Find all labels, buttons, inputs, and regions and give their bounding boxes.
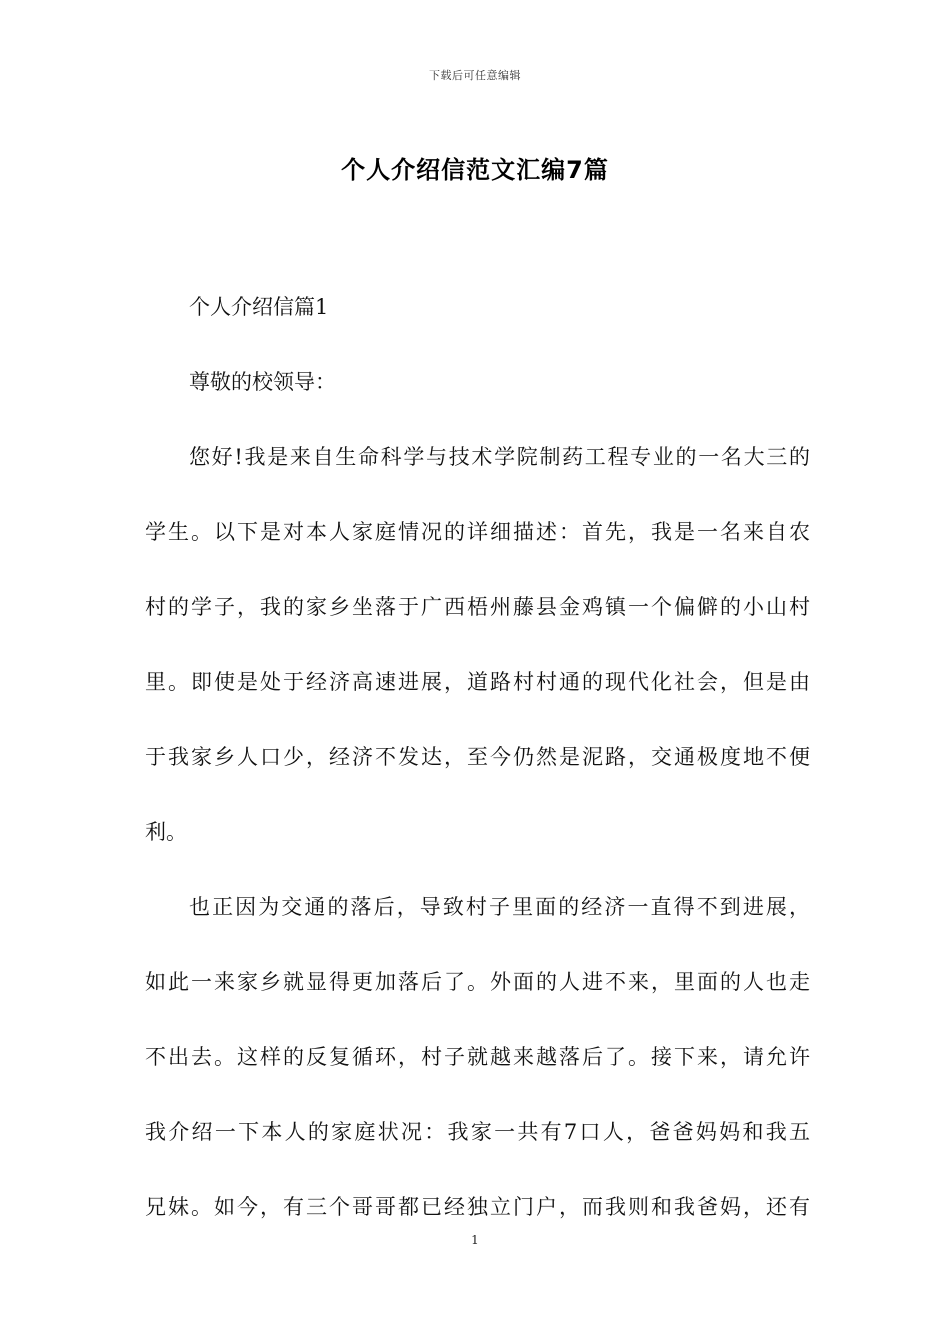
paragraph-1-line: 村的学子，我的家乡坐落于广西梧州藤县金鸡镇一个偏僻的小山村	[145, 595, 810, 619]
document-body	[145, 270, 810, 1245]
header-note: 下载后可任意编辑	[429, 69, 521, 82]
paragraph-1-line: 利。	[145, 820, 187, 844]
paragraph-1-line: 里。即使是处于经济高速进展，道路村村通的现代化社会，但是由	[145, 670, 810, 694]
paragraph-1	[145, 420, 810, 870]
paragraph-2-line: 兄妹。如今，有三个哥哥都已经独立门户，而我则和我爸妈，还有	[145, 1195, 810, 1219]
salutation: 尊敬的校领导：	[189, 370, 336, 394]
paragraph-2-line: 我介绍一下本人的家庭状况：我家一共有7口人，爸爸妈妈和我五	[145, 1120, 810, 1144]
paragraph-2-line: 也正因为交通的落后，导致村子里面的经济一直得不到进展，	[189, 895, 810, 919]
section-heading: 个人介绍信篇1	[189, 295, 329, 319]
paragraph-2-line: 不出去。这样的反复循环，村子就越来越落后了。接下来，请允许	[145, 1045, 810, 1069]
paragraph-2-line: 如此一来家乡就显得更加落后了。外面的人进不来，里面的人也走	[145, 970, 810, 994]
document-title: 个人介绍信范文汇编7篇	[341, 156, 609, 184]
page-number: 1	[471, 1233, 479, 1247]
paragraph-1-line: 学生。以下是对本人家庭情况的详细描述：首先，我是一名来自农	[145, 520, 810, 544]
paragraph-2	[145, 870, 810, 1245]
paragraph-1-line: 于我家乡人口少，经济不发达，至今仍然是泥路，交通极度地不便	[145, 745, 810, 769]
paragraph-1-line: 您好!我是来自生命科学与技术学院制药工程专业的一名大三的	[189, 445, 810, 469]
